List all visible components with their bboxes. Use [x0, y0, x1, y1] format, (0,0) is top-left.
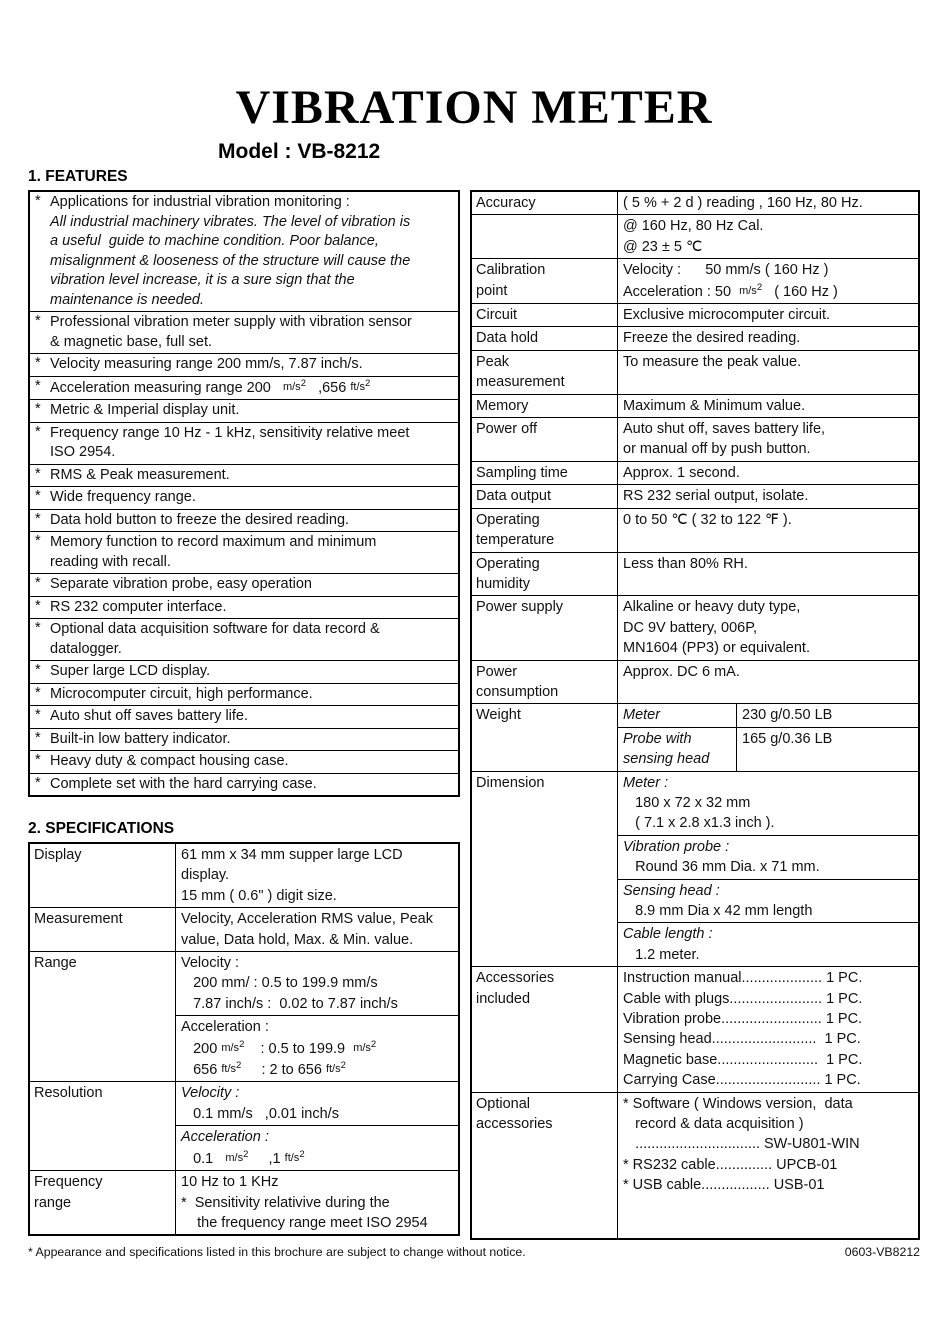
feature-text [50, 685, 456, 705]
spec-value-block [618, 215, 918, 258]
feature-item [30, 487, 458, 510]
text-line: Dimension [476, 774, 545, 791]
feature-text [50, 193, 456, 310]
spec-value-block [618, 509, 918, 531]
feature-item [30, 400, 458, 423]
footer-disclaimer: * Appearance and specifications listed in this brochure are subject to change without notice. [28, 1244, 526, 1259]
nested-label [618, 704, 737, 726]
specifications-table-right [470, 190, 920, 1240]
feature-bullet: * [35, 575, 41, 591]
text-line: Velocity : [181, 955, 240, 972]
left-column [28, 167, 460, 1236]
feature-item [30, 684, 458, 707]
text-line [623, 1216, 915, 1236]
spec-value [618, 192, 918, 214]
feature-text [50, 313, 456, 352]
text-line: 8.9 mm Dia x 42 mm length [623, 903, 813, 919]
spec-label [472, 704, 618, 770]
spec-label [472, 967, 618, 1091]
feature-bullet: * [35, 488, 41, 504]
spec-value-block [618, 967, 918, 1091]
feature-item [30, 510, 458, 533]
text-line: 1.2 meter. [623, 946, 700, 963]
spec-value-block [618, 661, 918, 683]
text-line: Carrying Case.......................... 1 PC. [623, 1072, 861, 1089]
spec-value-block [618, 395, 918, 417]
feature-item [30, 597, 458, 620]
text-line: Magnetic base......................... 1 PC. [623, 1051, 863, 1068]
text-line: vibration level increase, it is a sure sign that the [50, 272, 355, 288]
text-line: Auto shut off saves battery life. [50, 708, 249, 724]
text-line: Freeze the desired reading. [623, 330, 801, 347]
text-line: Applications for industrial vibration monitoring : [50, 194, 350, 210]
feature-text [50, 466, 456, 486]
spec-value-block [618, 351, 918, 373]
nested-label [618, 728, 737, 771]
spec-value-block [618, 922, 918, 966]
text-line: Vibration probe : [623, 838, 730, 855]
feature-text [50, 424, 456, 463]
spec-label [472, 327, 618, 349]
spec-value-block [618, 835, 918, 879]
nested-row [618, 704, 918, 726]
spec-label [472, 596, 618, 659]
feature-item [30, 574, 458, 597]
text-line: Data hold button to freeze the desired reading. [50, 511, 350, 528]
spec-row [30, 1081, 458, 1170]
text-line: Cable with plugs....................... 1 PC. [623, 990, 863, 1007]
text-line: Heavy duty & compact housing case. [50, 753, 289, 769]
text-line: Auto shut off, saves battery life, [623, 421, 826, 438]
text-line: Approx. 1 second. [623, 464, 740, 481]
spec-value [618, 553, 918, 596]
text-line: 200 $m/s^2$ : 0.5 to 199.9 $m/s^2$ [181, 1038, 377, 1057]
feature-item [30, 661, 458, 684]
spec-value [618, 327, 918, 349]
text-line: consumption [476, 683, 559, 700]
text-line: Meter [623, 707, 661, 724]
spec-value-block [176, 1015, 458, 1081]
text-line: 0.1 $m/s^2$ ,1 $ft/s^2$ [181, 1148, 305, 1167]
feature-text [50, 533, 456, 572]
feature-bullet: * [35, 662, 41, 678]
text-line: Operating [476, 511, 540, 528]
text-line: datalogger. [50, 640, 122, 657]
text-line: Memory [476, 397, 529, 414]
text-line: reading with recall. [50, 553, 171, 570]
footer [28, 1244, 920, 1260]
spec-value [176, 844, 458, 907]
text-line: Sensing head : [623, 882, 720, 899]
nested-value [737, 728, 918, 771]
feature-item [30, 192, 458, 312]
text-line: 0.1 mm/s ,0.01 inch/s [181, 1105, 339, 1122]
spec-value [176, 1171, 458, 1234]
spec-row [472, 552, 918, 596]
spec-value [618, 351, 918, 394]
text-line: display. [181, 867, 230, 884]
feature-bullet: * [35, 533, 41, 549]
text-line: 10 Hz to 1 KHz [181, 1174, 279, 1191]
text-line: Accuracy [476, 195, 536, 211]
spec-value [618, 509, 918, 552]
feature-text [50, 488, 456, 508]
text-line: Probe with [623, 730, 692, 747]
spec-value-block [618, 879, 918, 923]
text-line: Professional vibration meter supply with vibration sensor [50, 314, 412, 330]
spec-label [472, 661, 618, 704]
feature-bullet: * [35, 729, 41, 746]
spec-value [618, 215, 918, 258]
text-line: Velocity : [181, 1085, 240, 1102]
text-line [623, 1196, 915, 1216]
spec-value-block [618, 327, 918, 349]
feature-text [50, 575, 456, 595]
text-line: or manual off by push button. [623, 441, 811, 458]
spec-value-block [176, 908, 458, 951]
text-line: & magnetic base, full set. [50, 333, 212, 350]
spec-row [472, 303, 918, 326]
text-line: temperature [476, 532, 555, 549]
text-line: To measure the peak value. [623, 353, 802, 370]
feature-text [50, 511, 456, 531]
feature-item [30, 706, 458, 729]
feature-bullet: * [35, 510, 41, 527]
spec-value [176, 908, 458, 951]
feature-item [30, 377, 458, 401]
spec-value-block [618, 418, 918, 461]
spec-value-block [176, 1082, 458, 1125]
spec-value [618, 418, 918, 461]
text-line: Round 36 mm Dia. x 71 mm. [623, 859, 820, 876]
spec-row [472, 461, 918, 484]
feature-bullet: * [35, 355, 41, 371]
spec-value [618, 485, 918, 507]
text-line: Sensing head.......................... 1 PC. [623, 1031, 861, 1048]
spec-label [472, 1093, 618, 1238]
feature-item [30, 751, 458, 774]
text-line: Operating [476, 555, 540, 572]
text-line: Resolution [34, 1085, 103, 1102]
spec-row [472, 214, 918, 258]
text-line: Velocity measuring range 200 mm/s, 7.87 inch/s. [50, 356, 363, 372]
text-line: ( 7.1 x 2.8 x1.3 inch ). [623, 815, 775, 832]
feature-bullet: * [35, 707, 41, 723]
spec-value [176, 1082, 458, 1170]
spec-row [472, 508, 918, 552]
spec-row [472, 703, 918, 770]
text-line: MN1604 (PP3) or equivalent. [623, 640, 810, 657]
text-line: RS 232 computer interface. [50, 598, 227, 615]
text-line: 165 g/0.36 LB [742, 730, 833, 747]
spec-label [30, 952, 176, 1081]
text-line: 61 mm x 34 mm supper large LCD [181, 847, 403, 863]
spec-row [472, 595, 918, 659]
spec-value [618, 661, 918, 704]
text-line: included [476, 990, 531, 1007]
feature-item [30, 423, 458, 465]
text-line: Separate vibration probe, easy operation [50, 576, 312, 592]
spec-value-block [618, 485, 918, 507]
nested-value [737, 704, 918, 726]
text-line: Alkaline or heavy duty type, [623, 599, 801, 616]
text-line: Optional data acquisition software for data record & [50, 621, 380, 637]
features-heading: 1. FEATURES [28, 168, 128, 185]
footer-doc-code: 0603-VB8212 [844, 1244, 920, 1259]
feature-bullet: * [35, 377, 41, 394]
spec-value-block [176, 952, 458, 1015]
feature-text [50, 401, 456, 421]
text-line: Acceleration : 50 $m/s^2$ ( 160 Hz ) [623, 281, 838, 300]
feature-bullet: * [35, 752, 41, 768]
feature-text [50, 707, 456, 727]
text-line: * Sensitivity relativive during the [181, 1194, 390, 1211]
text-line: 200 mm/ : 0.5 to 199.9 mm/s [181, 975, 378, 992]
spec-row [30, 951, 458, 1081]
text-line: Complete set with the hard carrying case. [50, 775, 317, 792]
text-line: Super large LCD display. [50, 663, 211, 679]
text-line: sensing head [623, 751, 710, 768]
feature-bullet: * [35, 465, 41, 482]
text-line: Metric & Imperial display unit. [50, 402, 240, 418]
feature-bullet: * [35, 774, 41, 791]
feature-bullet: * [35, 597, 41, 614]
feature-item [30, 465, 458, 488]
spec-value-block [618, 259, 918, 303]
feature-bullet: * [35, 423, 41, 440]
text-line: Accessories [476, 970, 555, 987]
spec-label [472, 304, 618, 326]
spec-label [472, 772, 618, 967]
spec-value-block [176, 1125, 458, 1170]
text-line: the frequency range meet ISO 2954 [181, 1214, 428, 1231]
text-line: Circuit [476, 307, 518, 324]
spec-label [30, 908, 176, 951]
text-line: Exclusive microcomputer circuit. [623, 307, 831, 324]
spec-row [472, 417, 918, 461]
text-line: Data hold [476, 330, 539, 347]
text-line: Measurement [34, 911, 123, 928]
text-line: Cable length : [623, 926, 713, 943]
text-line: Less than 80% RH. [623, 555, 748, 572]
feature-item [30, 774, 458, 796]
spec-label [30, 844, 176, 907]
feature-bullet: * [35, 401, 41, 417]
text-line: 0 to 50 ℃ ( 32 to 122 ℉ ). [623, 511, 792, 528]
feature-bullet: * [35, 620, 41, 636]
text-line: Power off [476, 421, 537, 438]
spec-label [472, 418, 618, 461]
spec-label [472, 192, 618, 214]
text-line: range [34, 1194, 72, 1211]
text-line: point [476, 282, 508, 299]
feature-text [50, 620, 456, 659]
spec-row [472, 966, 918, 1091]
spec-value-block [618, 192, 918, 214]
spec-row [472, 350, 918, 394]
feature-text [50, 730, 456, 750]
feature-text [50, 752, 456, 772]
feature-bullet: * [35, 193, 41, 209]
spec-row [472, 771, 918, 967]
text-line: value, Data hold, Max. & Min. value. [181, 931, 414, 948]
spec-label [472, 485, 618, 507]
spec-row [472, 660, 918, 704]
spec-value [618, 967, 918, 1091]
text-line: record & data acquisition ) [623, 1116, 804, 1133]
text-line: Calibration [476, 262, 546, 279]
text-line: 7.87 inch/s : 0.02 to 7.87 inch/s [181, 995, 398, 1012]
page-title: VIBRATION METER [235, 81, 713, 134]
feature-item [30, 312, 458, 354]
text-line: Vibration probe......................... 1 PC. [623, 1011, 863, 1028]
text-line: Acceleration : [181, 1019, 269, 1036]
spec-value-block [618, 462, 918, 484]
right-column [470, 167, 920, 1240]
text-line: a useful guide to machine condition. Poor balance, [50, 233, 379, 249]
text-line: ( 5 % + 2 d ) reading , 160 Hz, 80 Hz. [623, 195, 863, 211]
spec-value [618, 259, 918, 303]
spec-value [618, 304, 918, 326]
spec-row [472, 484, 918, 507]
spec-row [472, 1092, 918, 1238]
feature-text [50, 775, 456, 795]
spec-label [30, 1082, 176, 1170]
features-table [28, 190, 460, 797]
feature-bullet: * [35, 313, 41, 329]
specifications-table [28, 842, 460, 1236]
text-line: Acceleration measuring range 200 $m/s^2$ ,656 $ft/s^2$ [50, 377, 371, 396]
text-line: Wide frequency range. [50, 489, 196, 505]
spec-row [472, 326, 918, 349]
feature-text [50, 355, 456, 375]
text-line: Meter : [623, 774, 669, 791]
feature-text [50, 378, 456, 399]
feature-item [30, 532, 458, 574]
text-line: measurement [476, 374, 565, 391]
text-line: Power [476, 663, 518, 680]
text-line: Approx. DC 6 mA. [623, 663, 740, 680]
spec-row [30, 1170, 458, 1234]
feature-text [50, 662, 456, 682]
spec-value-block [176, 844, 458, 907]
spec-value-block [618, 553, 918, 575]
feature-bullet: * [35, 684, 41, 701]
spec-value [618, 462, 918, 484]
feature-item [30, 354, 458, 377]
spec-label [472, 553, 618, 596]
spec-label [472, 351, 618, 394]
spec-row [30, 844, 458, 907]
text-line: Maximum & Minimum value. [623, 397, 806, 414]
text-line: Power supply [476, 599, 564, 616]
text-line: RMS & Peak measurement. [50, 466, 230, 483]
text-line: Velocity : 50 mm/s ( 160 Hz ) [623, 262, 829, 279]
spec-value [618, 704, 918, 770]
spec-value [176, 952, 458, 1081]
text-line: * USB cable................. USB-01 [623, 1177, 825, 1194]
text-line: * Software ( Windows version, data [623, 1095, 853, 1112]
text-line: humidity [476, 575, 530, 592]
spec-value [618, 395, 918, 417]
text-line: misalignment & looseness of the structure will cause the [50, 252, 411, 269]
text-line: Sampling time [476, 464, 568, 481]
text-line: ISO 2954. [50, 444, 116, 460]
text-line: Optional [476, 1095, 531, 1112]
spec-label [472, 215, 618, 258]
spec-value-block [618, 1093, 918, 1238]
feature-text [50, 598, 456, 618]
nested-row [618, 727, 918, 771]
text-line: Display [34, 847, 82, 863]
text-line: 15 mm ( 0.6" ) digit size. [181, 887, 337, 904]
spec-value-block [618, 304, 918, 326]
text-line: Built-in low battery indicator. [50, 730, 231, 747]
text-line: All industrial machinery vibrates. The level of vibration is [50, 213, 411, 230]
feature-item [30, 619, 458, 661]
text-line: RS 232 serial output, isolate. [623, 488, 809, 505]
text-line: Acceleration : [181, 1129, 269, 1146]
spec-label [472, 509, 618, 552]
text-line [476, 216, 614, 236]
spec-label [472, 462, 618, 484]
two-column-layout [28, 167, 920, 1240]
text-line: Peak [476, 353, 510, 370]
text-line: maintenance is needed. [50, 291, 204, 308]
text-line: ............................... SW-U801-WIN [623, 1136, 860, 1153]
feature-item [30, 729, 458, 752]
text-line: DC 9V battery, 006P, [623, 619, 758, 636]
spec-value [618, 772, 918, 967]
spec-value-block [618, 772, 918, 835]
text-line: Frequency [34, 1174, 103, 1191]
spec-row [472, 394, 918, 417]
text-line: 180 x 72 x 32 mm [623, 794, 751, 811]
spec-value [618, 596, 918, 659]
text-line: 656 $ft/s^2$ : 2 to 656 $ft/s^2$ [181, 1060, 346, 1079]
spec-row [30, 907, 458, 951]
spec-label [472, 259, 618, 303]
specifications-heading: 2. SPECIFICATIONS [28, 820, 175, 837]
text-line: Frequency range 10 Hz - 1 kHz, sensitivity relative meet [50, 424, 410, 441]
spec-value [618, 1093, 918, 1238]
spec-label [472, 395, 618, 417]
spec-label [30, 1171, 176, 1234]
text-line: @ 23 ± 5 ℃ [623, 238, 703, 255]
spec-row [472, 192, 918, 214]
text-line: * RS232 cable.............. UPCB-01 [623, 1156, 838, 1173]
text-line: Velocity, Acceleration RMS value, Peak [181, 911, 433, 928]
text-line: Memory function to record maximum and minimum [50, 534, 377, 550]
model-subtitle: Model : VB-8212 [218, 140, 381, 163]
spec-value-block [618, 596, 918, 659]
text-line: @ 160 Hz, 80 Hz Cal. [623, 218, 764, 235]
text-line: accessories [476, 1116, 553, 1133]
text-line: Range [34, 955, 77, 972]
text-line: Data output [476, 488, 551, 505]
text-line: Instruction manual.................... 1 PC. [623, 970, 863, 987]
text-line: Weight [476, 707, 521, 724]
spec-row [472, 258, 918, 303]
spec-value-block [176, 1171, 458, 1234]
text-line: 230 g/0.50 LB [742, 707, 833, 724]
text-line: Microcomputer circuit, high performance. [50, 685, 313, 702]
